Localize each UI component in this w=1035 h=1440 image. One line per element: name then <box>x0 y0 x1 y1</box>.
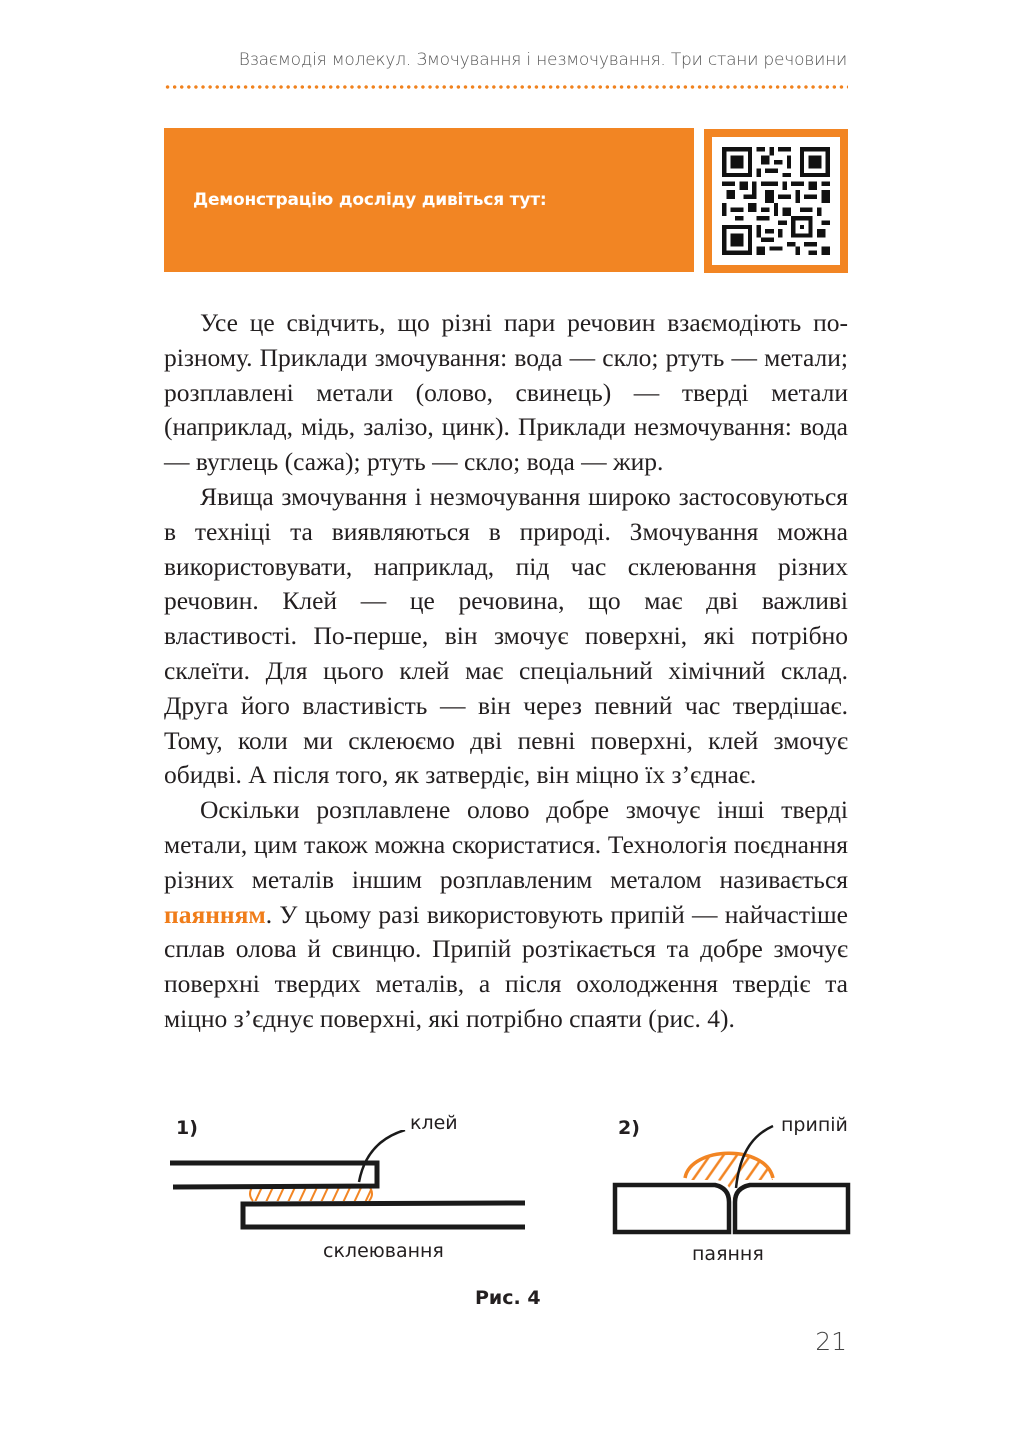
qr-code-icon[interactable] <box>712 137 840 265</box>
dotted-divider <box>164 85 848 89</box>
body-text <box>164 306 848 1037</box>
figure-panel-2-label: 2) <box>618 1117 640 1139</box>
paragraph-glue: Явища змочування і незмочування широко застосовуються в техніці та виявляються в природі. Змочування можна використовувати, наприклад, під час склеювання різних речовин. Клей — це речовина, що має дві важливі властивості. По-перше, він змочує поверхні, які потрібно склеїти. Для цього клей має спеціальний хімічний склад. Друга його властивість — він через певний час твердішає. Тому, коли ми склеюємо дві певні поверхні, клей змочує обидві. А після того, як затвердіє, він міцно їх з’єднає. <box>164 481 848 790</box>
soldering-caption: паяння <box>692 1243 764 1265</box>
demo-callout-box <box>164 128 694 272</box>
term-soldering: паянням <box>164 899 266 929</box>
solder-pointer-label: припій <box>781 1114 848 1136</box>
gluing-caption: склеювання <box>323 1240 444 1262</box>
paragraph-soldering: Оскільки розплавлене олово добре змочує інші тверді метали, цим також можна скористатися. Технологія поєднання різних металів іншим розплавленим металом називається паянням. У цьому разі використовують припій — найчастіше сплав олова й свинцю. Припій розтікається та добре змочує поверхні твердих металів, а після охолодження твердіє та міцно з’єднує поверхні, які потрібно спаяти (рис. 4). <box>164 795 848 1033</box>
gluing-diagram <box>165 1130 535 1230</box>
figure-caption: Рис. 4 <box>475 1287 541 1309</box>
glue-pointer-label: клей <box>410 1112 458 1134</box>
figure-panel-1-label: 1) <box>176 1117 198 1139</box>
qr-code-frame[interactable] <box>704 129 848 273</box>
paragraph-wetting-examples: Усе це свідчить, що різні пари речовин взаємодіють по-різному. Приклади змочування: вода — скло; ртуть — метали; розплавлені метали (олово, свинець) — тверді метали (наприклад, мідь, залізо, цинк). Приклади незмочування: вода — вуглець (сажа); ртуть — скло; вода — жир. <box>164 308 848 477</box>
demo-callout-text: Демонстрацію досліду дивіться тут: <box>193 190 547 210</box>
running-head-title: Взаємодія молекул. Змочування і незмочування. Три стани речовини <box>238 50 847 70</box>
page-number: 21 <box>815 1327 847 1356</box>
soldering-diagram <box>605 1110 860 1235</box>
